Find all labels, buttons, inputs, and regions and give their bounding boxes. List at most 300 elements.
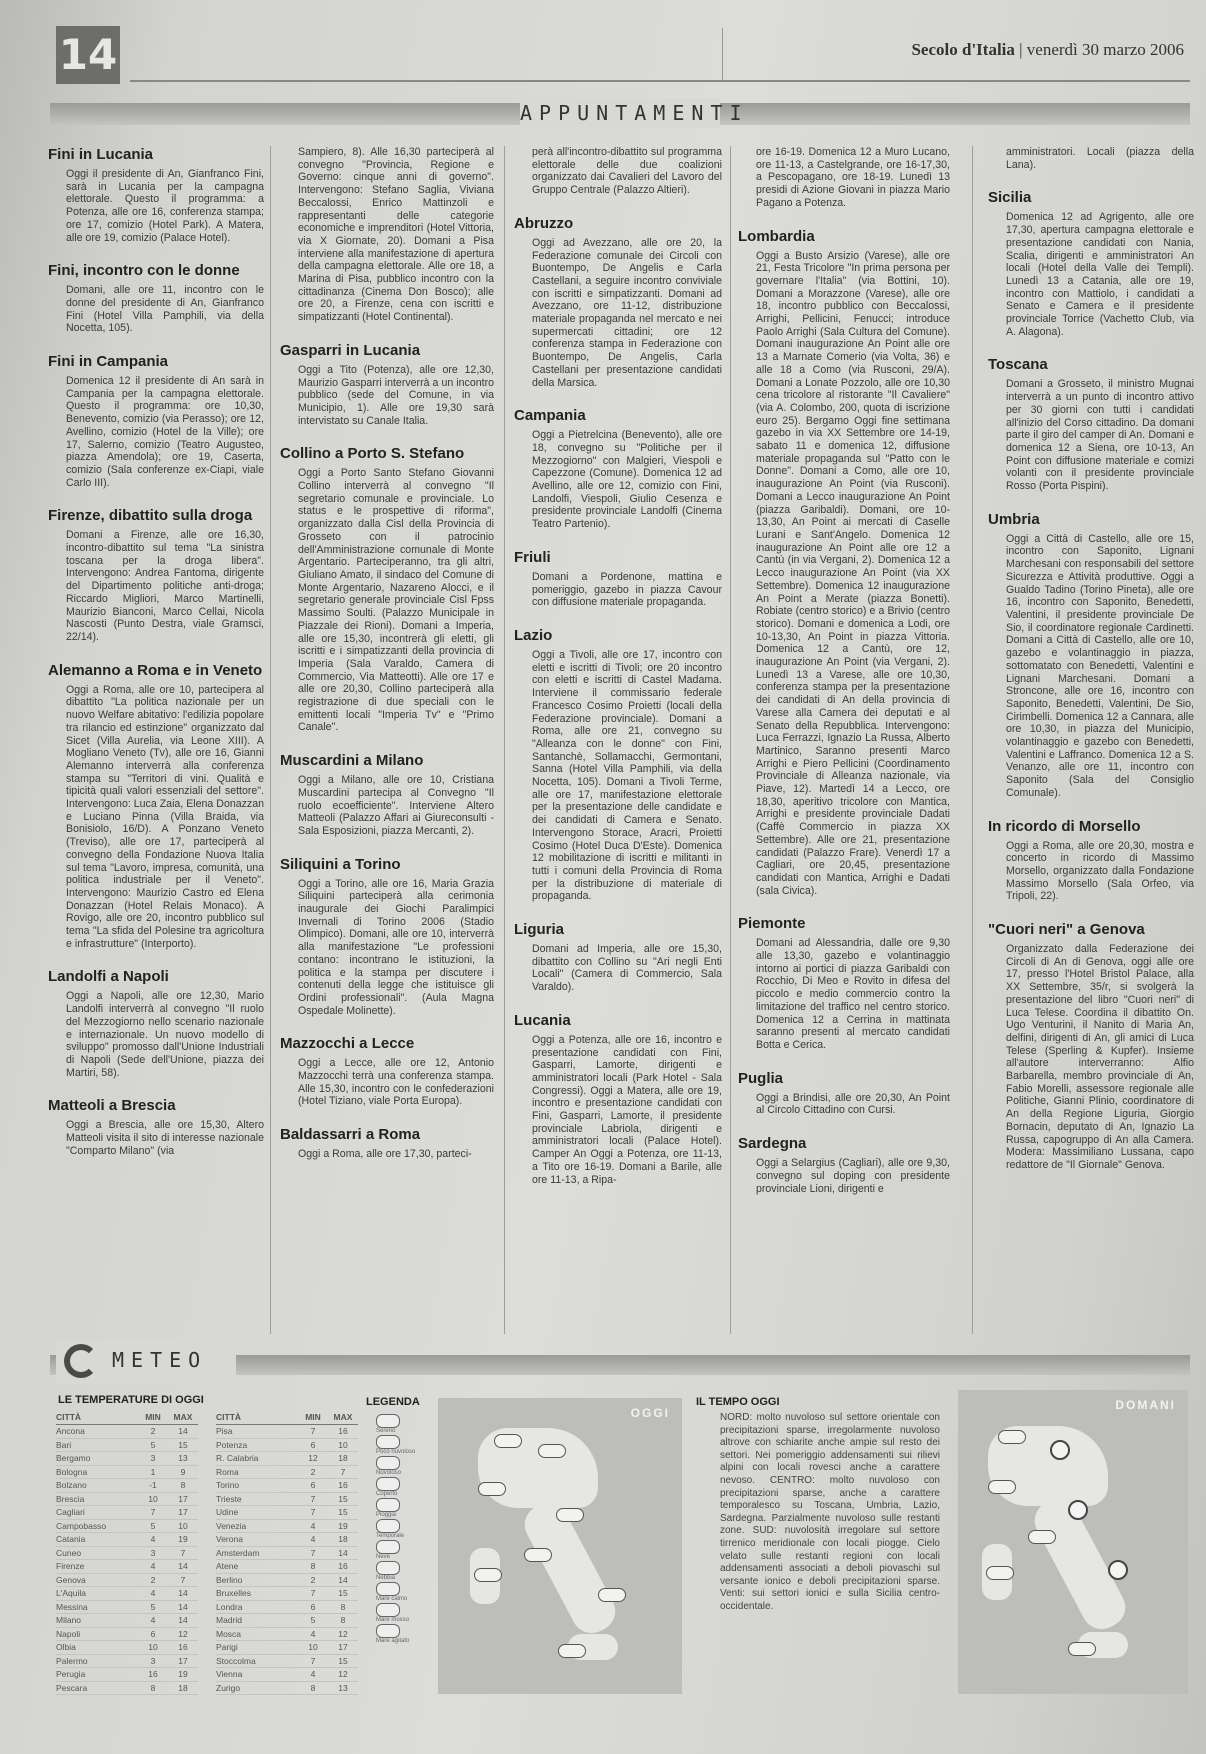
article-body: Oggi a Città di Castello, alle ore 15, incontro con Saponito, Lignani Marchesani con responsabili del settore Sicurezza e Attività produttive. Oggi a Gualdo Tadino (Torino Pineta), alle ore 16, incontro con Saponito, Benedetti, Valentini, il presidente provinciale De Sio, il coordinatore regionale Cardinetti. Domani a Città di Castello, alle ore 10, gazebo e volantinaggio in piazza, sottomatato con Benedetti, Valentini e Lignani Marchesani. Domani a Stroncone, alle ore 16, incontro con Saponito, Benedetti, Valentini, De Sio, Cirimbelli. Domenica 12 a Cannara, alle ore 10,30, in piazza del Municipio, volantinaggio e gazebo con Benedetti, Valentini e Laffranco. Domenica 12 a S. Venanzo, alle ore 11, incontro con Saponito (Sala del Consiglio Comunale). <box>1006 532 1194 799</box>
temperature-max: 15 <box>338 1493 348 1504</box>
temperature-max: 17 <box>178 1493 188 1504</box>
article-body: Oggi a Pietrelcina (Benevento), alle ore 18, convegno su "Politiche per il Mezzogiorno" con Malgieri, Viespoli e Capezzone (Comune). Domenica 12 ad Avellino, alle ore 12, comizio con Fini, Landolfi, Viespoli, Giulio Cesenza e presidente provinciale Landolfi (Cinema Teatro Partenio). <box>532 429 722 531</box>
temperature-max: 15 <box>338 1588 348 1598</box>
temperature-table-right <box>216 1412 358 1695</box>
article <box>514 1012 722 1186</box>
temperature-min: 8 <box>150 1682 156 1693</box>
article <box>48 353 264 489</box>
temperature-min: 7 <box>310 1493 316 1504</box>
article-body: Oggi a Lecce, alle ore 12, Antonio Mazzocchi terrà una conferenza stampa. Alle 15,30, incontro con le confederazioni (Hotel Tiziano, viale Porta Europa). <box>298 1057 494 1108</box>
sun-icon <box>1108 1560 1128 1580</box>
temperature-max: 19 <box>178 1669 188 1679</box>
article-headline: Abruzzo <box>514 214 574 232</box>
temperature-table <box>52 1394 353 1694</box>
temperature-city: Londra <box>216 1601 243 1612</box>
weather-symbol-icon <box>376 1540 400 1554</box>
temperature-header-row <box>216 1412 358 1425</box>
article <box>514 627 722 903</box>
temperature-row <box>216 1587 358 1601</box>
temperature-max: 12 <box>178 1628 188 1639</box>
column-5 <box>988 146 1194 1334</box>
temperature-row <box>216 1601 358 1615</box>
article <box>738 1070 950 1117</box>
article-body: Oggi a Torino, alle ore 16, Maria Grazia Siliquini parteciperà alla cerimonia inaugurale dei Giochi Paralimpici Invernali di Torino 2006 (Stadio Olimpico). Domani, alle ore 10, interverrà alla manifestazione "Le professioni contano: incontrano le istituzioni, la politica e la stampa per discutere i contenuti della legge che istituisce gli Ordini professionali". (Aula Magna Ospedale Molinette). <box>298 877 494 1017</box>
temperature-city: Brescia <box>56 1493 85 1504</box>
article-body: Domani a Pordenone, mattina e pomeriggio, gazebo in piazza Cavour con diffusione materiale propaganda. <box>532 570 722 609</box>
article <box>738 915 950 1051</box>
temperature-min: 4 <box>150 1615 156 1625</box>
article-body: Domani, alle ore 11, incontro con le donne del presidente di An, Gianfranco Fini (Hotel Villa Pamphili, via della Nocetta, 105). <box>66 284 264 335</box>
cloud-icon <box>986 1566 1014 1580</box>
meteo-logo <box>56 1340 236 1384</box>
article <box>514 407 722 531</box>
temperature-header-min: MIN <box>305 1412 321 1422</box>
temperature-row <box>216 1655 358 1669</box>
article <box>514 215 722 389</box>
article <box>988 921 1194 1172</box>
article-body: Oggi a Porto Santo Stefano Giovanni Collino interverrà al convegno "Il segretario comunale e provinciale. Lo status e le prospettive di riforma", organizzato dalla Cisl della Provincia di Grosseto con il patrocinio dell'Amministrazione comunale di Monte Argentario. Parteciperanno, tra gli altri, Giuliano Amato, il sindaco del Comune di Monte Argentario, Nazareno Alocci, e il segretario generale provinciale Cisl Fpss Massimo Soulti. (Palazzo Municipale in Piazzale dei Rioni). Domani a Imperia, alle ore 15,30, incontrerà gli eletti, gli iscritti e i simpatizzanti della provincia di Imperia (Sala Varaldo, Camera di Commercio, Via Matteotti). Alle ore 17 e alle ore 20,30, Collino parteciperà alla registrazione di due speciali con le emittenti locali "Imperia Tv" e "Primo Canale". <box>298 467 494 734</box>
article-headline: Landolfi a Napoli <box>48 968 169 986</box>
cloud-icon <box>558 1644 586 1658</box>
temperature-row <box>56 1439 198 1453</box>
temperature-city: Cagliari <box>56 1507 85 1517</box>
temperature-max: 17 <box>178 1507 188 1517</box>
article-body: Oggi a Selargius (Cagliari), alle ore 9,30, convegno sul doping con presidente provinciale Lioni, dirigenti e <box>756 1157 950 1195</box>
temperature-max: 18 <box>178 1682 188 1693</box>
article <box>280 752 494 838</box>
temperature-min: 10 <box>308 1642 318 1652</box>
article-headline: Fini in Campania <box>48 353 169 371</box>
temperature-row <box>216 1425 358 1439</box>
temperature-max: 8 <box>340 1615 346 1625</box>
weather-symbol-icon <box>376 1435 400 1449</box>
legend-label: Pioggia <box>376 1512 397 1518</box>
temperature-row <box>56 1614 198 1628</box>
temperature-row <box>216 1439 358 1453</box>
article <box>48 507 264 643</box>
temperature-city: Milano <box>56 1615 82 1625</box>
article-headline: Lombardia <box>738 227 815 245</box>
meteo-title: METEO <box>112 1348 208 1372</box>
article-headline: Firenze, dibattito sulla droga <box>48 507 253 525</box>
article-body: amministratori. Locali (piazza della Lana). <box>1006 146 1194 171</box>
article <box>738 146 950 210</box>
temperature-city: Bergamo <box>56 1453 91 1463</box>
temperature-city: Mosca <box>216 1628 242 1639</box>
temperature-max: 14 <box>338 1547 348 1558</box>
article-headline: Siliquini a Torino <box>280 855 401 873</box>
temperature-max: 10 <box>338 1439 348 1450</box>
article <box>738 1135 950 1195</box>
legend-item <box>376 1582 432 1603</box>
page-number: 14 <box>56 26 120 84</box>
weather-symbol-icon <box>376 1498 400 1512</box>
temperature-min: 4 <box>310 1669 316 1679</box>
temperature-max: 8 <box>340 1601 346 1612</box>
article <box>280 342 494 428</box>
temperature-header-max: MAX <box>333 1412 353 1422</box>
temperature-city: Palermo <box>56 1655 88 1666</box>
legend-item <box>376 1561 432 1582</box>
article <box>738 228 950 898</box>
temperature-max: 18 <box>338 1453 348 1463</box>
temperature-city: Campobasso <box>56 1520 107 1531</box>
article-headline: Gasparri in Lucania <box>280 341 421 359</box>
article <box>280 1126 494 1161</box>
temperature-row <box>56 1452 198 1466</box>
temperature-max: 9 <box>180 1466 186 1477</box>
temperature-max: 15 <box>178 1439 188 1450</box>
temperature-max: 8 <box>180 1480 186 1490</box>
temperature-min: 6 <box>310 1601 316 1612</box>
temperature-row <box>56 1655 198 1669</box>
temperature-min: 8 <box>310 1561 316 1571</box>
temperature-max: 17 <box>178 1655 188 1666</box>
article-body: Domani a Firenze, alle ore 16,30, incontro-dibattito sul tema "La sinistra toscana per la droga libera". Intervengono: Andrea Fantoma, dirigente del Dipartimento politiche anti-droga; Riccardo Migliori, Marco Martinelli, Maurizio Bianconi, Marco Cellai, Nicola Nascosti (Punto Destra, viale Gramsci, 22/14). <box>66 529 264 643</box>
temperature-row <box>216 1506 358 1520</box>
temperature-city: Bologna <box>56 1466 88 1477</box>
article-body: Oggi il presidente di An, Gianfranco Fini, sarà in Lucania per la campagna elettorale. Questo il programma: a Potenza, alle ore 16, conferenza stampa; ore 17, comizio (Hotel Park). A Matera, alle ore 19, comizio (Palace Hotel). <box>66 168 264 244</box>
column-divider <box>504 146 505 1334</box>
temperature-row <box>56 1641 198 1655</box>
column-2 <box>280 146 494 1334</box>
temperature-max: 16 <box>178 1642 188 1652</box>
temperature-row <box>56 1493 198 1507</box>
temperature-min: 5 <box>150 1520 156 1531</box>
temperature-header-city: CITTÀ <box>56 1412 82 1422</box>
temperature-min: 2 <box>150 1426 156 1436</box>
temperature-city: Atene <box>216 1561 239 1571</box>
legend-label: Sereno <box>376 1428 396 1434</box>
weather-legend <box>362 1396 432 1696</box>
temperature-row <box>56 1533 198 1547</box>
article-body: perà all'incontro-dibattito sul programma elettorale delle due coalizioni organizzato dai Cavalieri del Lavoro del Gruppo Centrale (Palazzo Altieri). <box>532 146 722 197</box>
temperature-row <box>216 1641 358 1655</box>
article <box>280 445 494 734</box>
temperature-row <box>56 1479 198 1493</box>
temperature-min: 5 <box>150 1601 156 1612</box>
temperature-header-max: MAX <box>173 1412 193 1422</box>
temperature-city: R. Calabria <box>216 1453 259 1463</box>
article-headline: In ricordo di Morsello <box>988 817 1141 835</box>
weather-map-today <box>438 1398 682 1694</box>
article-body: Oggi a Roma, alle ore 20,30, mostra e concerto in ricordo di Massimo Morsello, organizzato dalla Fondazione Massimo Morsello (Sala Orfeo, via Tripoli, 22). <box>1006 839 1194 903</box>
temperature-city: Udine <box>216 1507 239 1517</box>
article <box>988 146 1194 171</box>
temperature-max: 16 <box>338 1480 348 1490</box>
temperature-row <box>56 1574 198 1588</box>
temperature-max: 13 <box>178 1453 188 1463</box>
temperature-city: Potenza <box>216 1439 248 1450</box>
temperature-row <box>216 1682 358 1696</box>
cloud-icon <box>524 1548 552 1562</box>
temperature-min: 7 <box>310 1426 316 1436</box>
article-body: Oggi a Brescia, alle ore 15,30, Altero Matteoli visita il sito di interesse nazionale "Comparto Milano" (via <box>66 1119 264 1157</box>
temperature-row <box>216 1493 358 1507</box>
article-body: Oggi a Tito (Potenza), alle ore 12,30, Maurizio Gasparri interverrà a un incontro pubblico (sede del Comune, in via Municipio, 1). Alle ore 19,30 sarà intervistato su Canale Italia. <box>298 363 494 427</box>
temperature-min: 5 <box>150 1439 156 1450</box>
temperature-max: 17 <box>338 1642 348 1652</box>
temperature-city: Verona <box>216 1534 243 1544</box>
legend-item <box>376 1477 432 1498</box>
temperature-row <box>216 1452 358 1466</box>
temperature-city: Madrid <box>216 1615 242 1625</box>
temperature-city: Napoli <box>56 1628 81 1639</box>
article <box>280 856 494 1018</box>
temperature-max: 19 <box>178 1534 188 1544</box>
temperature-city: Trieste <box>216 1493 242 1504</box>
masthead <box>911 40 1184 60</box>
article-headline: Fini in Lucania <box>48 146 154 163</box>
temperature-max: 14 <box>338 1574 348 1585</box>
temperature-city: Pescara <box>56 1682 88 1693</box>
article-body: Domenica 12 il presidente di An sarà in Campania per la campagna elettorale. Questo il programma: ore 10,30, Benevento, comizio (via Perasso); ore 12, Avellino, comizio (Hotel de la Ville); ore 17, Salerno, comizio (Teatro Augusteo, piazza Amendola); ore 19, Caserta, comizio (Sala conferenze ex-Ciapi, viale Carlo III). <box>66 375 264 489</box>
article-body: Domani ad Alessandria, dalle ore 9,30 alle 13,30, gazebo e volantinaggio intorno ai portici di piazza Garibaldi con Rocchio, Di Meo e Rovito in difesa del piccolo e medio commercio contro la limitazione del traffico nel centro storico. Domenica 12 a Cerrina in mattinata saranno presenti al mercato candidati Botta e Cerica. <box>756 937 950 1051</box>
article-headline: Piemonte <box>738 915 806 933</box>
weather-symbol-icon <box>376 1603 400 1617</box>
article <box>280 146 494 324</box>
temperature-min: -1 <box>149 1480 157 1490</box>
temperature-min: 7 <box>310 1655 316 1666</box>
column-3 <box>514 146 722 1334</box>
weather-symbol-icon <box>376 1624 400 1638</box>
article-body: Oggi ad Avezzano, alle ore 20, la Federazione comunale dei Circoli con Buontempo, De Angelis e Carla Castellani, a seguire incontro conviviale con iscritti e simpatizzanti. Domani ad Avezzano, ore 11-12, distribuzione materiale propaganda nel mercato e nei supermercati cittadini; ore 12 conferenza stampa in Federazione con Buontempo, De Angelis, Carla Castellani per presentazione candidati della Marsica. <box>532 236 722 389</box>
temperature-max: 7 <box>180 1547 186 1558</box>
article-body: Domani a Grosseto, il ministro Mugnai interverrà a un punto di incontro attivo per 30 giorni con tutti i candidati all'inizio del Corso cittadino. Da domani parte il giro del camper di An. Domani e domenica 12 a Siena, ore 10-13, An Point con diffusione materiale e comizi volanti con il presidente provinciale Rosso (Porta Pispini). <box>1006 378 1194 493</box>
temperature-row <box>216 1547 358 1561</box>
temperature-min: 2 <box>310 1466 316 1477</box>
article-headline: Lucania <box>514 1011 571 1029</box>
cloud-icon <box>1028 1530 1056 1544</box>
legend-item <box>376 1519 432 1540</box>
temperature-row <box>56 1506 198 1520</box>
article-headline: Sicilia <box>988 189 1032 207</box>
temperature-row <box>216 1533 358 1547</box>
temperature-min: 4 <box>150 1561 156 1571</box>
temperature-table-left <box>56 1412 198 1695</box>
cloud-icon <box>538 1444 566 1458</box>
temperature-max: 10 <box>178 1520 188 1531</box>
column-4 <box>738 146 950 1334</box>
article-body: Domenica 12 ad Agrigento, alle ore 17,30, apertura campagna elettorale e presentazione candidati con Nania, Scalia, dirigenti e amministratori An locali (Hotel della Valle dei Templi). Lunedì 13 a Catania, alle ore 19, incontro con Mattiolo, i candidati a Senato e Camera e il presidente provinciale Torrice (Vachetto Club, via A. Alagona). <box>1006 211 1194 338</box>
temperature-row <box>216 1614 358 1628</box>
article-headline: Collino a Porto S. Stefano <box>280 445 465 463</box>
column-divider <box>972 146 973 1334</box>
article-body: Domani ad Imperia, alle ore 15,30, dibattito con Collino su "Ari negli Enti Locali" (Camera di Commercio, Sala Varaldo). <box>532 943 722 994</box>
temperature-city: Olbia <box>56 1642 76 1652</box>
temperature-min: 7 <box>150 1507 156 1517</box>
temperature-min: 2 <box>150 1574 156 1585</box>
legend-item <box>376 1540 432 1561</box>
temperature-max: 13 <box>338 1682 348 1693</box>
temperature-max: 19 <box>338 1520 348 1531</box>
temperature-city: Stoccolma <box>216 1655 256 1666</box>
weather-symbol-icon <box>376 1456 400 1470</box>
legend-item <box>376 1456 432 1477</box>
article-headline: Matteoli a Brescia <box>48 1097 176 1115</box>
article-body: Oggi a Brindisi, alle ore 20,30, An Point al Circolo Cittadino con Cursi. <box>756 1091 950 1117</box>
temperature-max: 16 <box>338 1426 348 1436</box>
article <box>48 262 264 335</box>
article-headline: Lazio <box>514 626 553 644</box>
temperature-max: 7 <box>340 1466 346 1477</box>
cloud-icon <box>1068 1642 1096 1656</box>
temperature-row <box>56 1587 198 1601</box>
article-body: ore 16-19. Domenica 12 a Muro Lucano, ore 11-13, a Castelgrande, ore 16-17,30, a Pescopagano, ore 18-19. Lunedì 13 presidi di Azione Giovani in piazza Mario Pagano a Potenza. <box>756 146 950 209</box>
weather-swirl-icon <box>64 1344 98 1378</box>
temperature-min: 3 <box>150 1453 156 1463</box>
temperature-row <box>216 1560 358 1574</box>
temperature-row <box>216 1479 358 1493</box>
weather-symbol-icon <box>376 1561 400 1575</box>
temperature-min: 3 <box>150 1547 156 1558</box>
temperature-header-row <box>56 1412 198 1425</box>
temperature-min: 7 <box>310 1588 316 1598</box>
cloud-icon <box>988 1480 1016 1494</box>
legend-items <box>362 1414 432 1645</box>
cloud-icon <box>474 1568 502 1582</box>
article <box>514 549 722 609</box>
temperature-row <box>56 1547 198 1561</box>
temperature-max: 12 <box>338 1628 348 1639</box>
cloud-icon <box>478 1482 506 1496</box>
temperature-city: Firenze <box>56 1561 85 1571</box>
weather-symbol-icon <box>376 1582 400 1596</box>
temperature-min: 12 <box>308 1453 318 1463</box>
temperature-city: Amsterdam <box>216 1547 260 1558</box>
temperature-row <box>216 1668 358 1682</box>
article <box>514 146 722 197</box>
cloud-icon <box>598 1588 626 1602</box>
article-body: Oggi a Milano, alle ore 10, Cristiana Muscardini partecipa al Convegno "Il ruolo ecoefficiente". Interviene Altero Matteoli (Palazzo Affari ai Giureconsulti - Sala Esposizioni, piazza Mercanti, 2). <box>298 774 494 837</box>
temperature-city: Zurigo <box>216 1682 241 1693</box>
temperature-min: 16 <box>148 1669 158 1679</box>
article-headline: Puglia <box>738 1069 784 1087</box>
forecast-text <box>696 1396 940 1696</box>
column-1 <box>48 146 264 1334</box>
temperature-max: 12 <box>338 1669 348 1679</box>
legend-label: Temporale <box>376 1533 405 1539</box>
temperature-max: 15 <box>338 1507 348 1517</box>
temperature-max: 14 <box>178 1561 188 1571</box>
map-tomorrow-label: DOMANI <box>1115 1398 1176 1412</box>
article-body: Oggi a Busto Arsizio (Varese), alle ore 21, Festa Tricolore "In prima persona per governare l'Italia" (via Bottini, 10). Domani a Morazzone (Varese), alle ore 18, incontro pubblico con Beccalossi, Arrighi, Pellicini, Fenucci; introduce Paolo Arrighi (Sala Cultura del Comune). Domani inaugurazione An Point alle ore 13 a Marnate Comerio (via Volta, 36) e alle 18 a Como (via Rusconi, 29/A). Domani a Lonate Pozzolo, alle ore 10,30 cena tricolore al ristorante "Il Cavaliere" (via A. Colombo, 200, quota di iscrizione euro 25). Bergamo Oggi fine settimana gazebo in via XX Settembre ore 14-19, sabato 11 e domenica 12, diffusione materiale propaganda sul "Patto con le Donne". Domani a Como, alle ore 10, inaugurazione An Point (via Rusconi). Domani a Lecco inaugurazione An Point (piazza Garibaldi). Domani, ore 10-13,30, An Point ai mercati di Caselle Lurani e Sant'Angelo. Domenica 12 inaugurazione An Point alle ore 12 a Cantù (in via Vergani, 2). Domenica 12 a Lecco inaugurazione An Point (via XX Settembre). Domenica 12 inaugurazione An Point a Merate (piazza Bonetti). Robiate (centro storico) e a Brivio (centro storico). Domani e domenica a Lodi, ore 10-13,30, An Point in piazza Vittoria. Domenica 12 a Cantù, ore 12, inaugurazione An Point (via Vergani, 2). Lunedì 13 a Varese, alle ore 10,30, conferenza stampa per la presentazione dei candidati di An della provincia di Varese alla Camera dei deputati e al Senato della Repubblica. Intervengono: Luca Ferrazzi, Ignazio La Russa, Alberto Martinico, Saranno presenti Marco Arrighi e Piero Pellicini (Coordinamento Provinciale di Alleanza nazionale, via Piave, 12). Martedì 14 a Lecco, ore 18,30, aperitivo tricolore con Mantica, Arrighi e presidente provinciale Dadati (Caffè Commercio in piazza XX Settembre). Alle ore 21, presentazione candidati (Palazzo Frare). Venerdì 17 a Cagliari, ore 20,45, presentazione candidati con Mantica, Arrighi e Dadati (sala Civica). <box>756 249 950 897</box>
legend-label: Neve <box>376 1554 391 1560</box>
column-divider <box>270 146 271 1334</box>
article-body: Oggi a Roma, alle ore 10, partecipera al dibattito "La politica nazionale per un nuovo Welfare abitativo: l'edilizia popolare tra rilancio ed estinzione" organizzato dal Sicet (Villa Aurelia, via Leone XIII). A Mogliano Veneto (Tv), alle ore 16, Gianni Alemanno interverrà alla conferenza stampa su "Territori di vini. Qualità e tipicità quali valori essenziali del settore". Intervengono: Luca Zaia, Elena Donazzan e Luciano Pinna (Villa Braida, via Bonisiolo, 16/D). A Ponzano Veneto (Treviso), alle ore 17, parteciperà al convegno della Fondazione Nuova Italia sul tema "Lavoro, impresa, comunità, una politica industriale per il Veneto". Intervengono: Maurizio Castro ed Elena Donazzan (Hotel Relais Monaco). A Rovigo, alle ore 20, incontro pubblico sul tema "La sfida del Polesine tra agricoltura e infrastrutture" (Interporto). <box>66 683 264 950</box>
temperature-min: 4 <box>310 1628 316 1639</box>
temperature-city: Catania <box>56 1534 86 1544</box>
article-headline: Friuli <box>514 548 551 566</box>
temperature-row <box>56 1628 198 1642</box>
temperature-max: 14 <box>178 1426 188 1436</box>
temperature-city: Genova <box>56 1574 86 1585</box>
temperature-city: Cuneo <box>56 1547 82 1558</box>
sun-icon <box>1068 1500 1088 1520</box>
article <box>280 1035 494 1108</box>
temperature-city: Bruxelles <box>216 1588 251 1598</box>
temperature-header-min: MIN <box>145 1412 161 1422</box>
temperature-min: 10 <box>148 1493 158 1504</box>
article-headline: Liguria <box>514 921 565 939</box>
article-headline: Toscana <box>988 356 1048 374</box>
section-title: APPUNTAMENTI <box>520 98 720 128</box>
legend-label: Poco nuvoloso <box>376 1449 416 1455</box>
article <box>988 189 1194 338</box>
article-headline: Alemanno a Roma e in Veneto <box>48 661 263 679</box>
column-divider <box>730 146 731 1334</box>
temperature-row <box>216 1628 358 1642</box>
temperature-city: L'Aquila <box>56 1588 86 1598</box>
temperature-row <box>56 1601 198 1615</box>
temperature-min: 5 <box>310 1615 316 1625</box>
temperature-min: 4 <box>310 1520 316 1531</box>
weather-symbol-icon <box>376 1414 400 1428</box>
temperature-row <box>216 1520 358 1534</box>
temperature-city: Bari <box>56 1439 72 1450</box>
temperature-row <box>56 1520 198 1534</box>
newspaper-name: Secolo d'Italia <box>911 40 1015 59</box>
forecast-body: NORD: molto nuvoloso sul settore orientale con precipitazioni sparse, irregolarmente nuvoloso altrove con schiarite anche ampie sul resto dei settori. Nei pomeriggio addensamenti sui rilievi alpini con locali rovesci anche a carattere nevoso. CENTRO: molto nuvoloso con precipitazioni sparse, anche a carattere temporalesco su Toscana, Umbria, Lazio, Sardegna. Parzialmente nuvoloso sulle restanti zone. SUD: nuvolosità irregolare sul settore tirrenico meridionale con locali piogge. Cielo velato sulle restanti regioni con locali addensamenti associati a deboli piovaschi sul versante ionico e deboli precipitazioni sparse. Venti: sui settori ionici e sulla Sicilia centro-occidentale. <box>720 1412 940 1612</box>
article <box>48 146 264 244</box>
header-divider <box>722 28 723 80</box>
temperature-min: 4 <box>310 1534 316 1544</box>
temperature-min: 10 <box>148 1642 158 1652</box>
temperature-max: 7 <box>180 1574 186 1585</box>
temperature-row <box>56 1425 198 1439</box>
legend-label: Mare mosso <box>376 1617 410 1623</box>
legend-label: Coperto <box>376 1491 398 1497</box>
temperature-city: Ancona <box>56 1426 85 1436</box>
weather-map-tomorrow <box>958 1390 1188 1694</box>
article <box>988 818 1194 904</box>
temperature-city: Parigi <box>216 1642 238 1652</box>
page-header <box>50 18 1190 86</box>
temperature-min: 3 <box>150 1655 156 1666</box>
legend-item <box>376 1624 432 1645</box>
header-rule <box>130 80 1190 82</box>
temperature-city: Torino <box>216 1480 240 1490</box>
temperature-max: 14 <box>178 1601 188 1612</box>
temperature-min: 8 <box>310 1682 316 1693</box>
article-headline: Muscardini a Milano <box>280 752 424 770</box>
temperature-city: Vienna <box>216 1669 243 1679</box>
cloud-icon <box>556 1508 584 1522</box>
temperature-max: 14 <box>178 1615 188 1625</box>
article <box>48 662 264 951</box>
article-body: Oggi a Roma, alle ore 17,30, parteci- <box>298 1148 472 1161</box>
map-today-label: OGGI <box>630 1406 670 1420</box>
temperature-city: Messina <box>56 1601 88 1612</box>
article-headline: Mazzocchi a Lecce <box>280 1035 415 1053</box>
temperature-min: 2 <box>310 1574 316 1585</box>
weather-symbol-icon <box>376 1477 400 1491</box>
article-headline: Sardegna <box>738 1135 807 1153</box>
article-body: Oggi a Potenza, alle ore 16, incontro e presentazione candidati con Fini, Gasparri, Lamorte, dirigenti e amministratori locali (Park Hotel - Sala Congressi). Oggi a Matera, alle ore 19, incontro e presentazione candidati con Fini, Gasparri, Lamorte, il presidente provinciale Labriola, dirigenti e amministratori locali (Palace Hotel). Camper An Oggi a Potenza, ore 11-13, a Tito ore 16-19. Domani a Barile, alle ore 11-13, a Ripa- <box>532 1033 722 1186</box>
temperature-city: Bolzano <box>56 1480 87 1490</box>
legend-item <box>376 1498 432 1519</box>
temperature-row <box>56 1466 198 1480</box>
legend-label: Nebbia <box>376 1575 396 1581</box>
temperature-min: 4 <box>150 1588 156 1598</box>
article-headline: Baldassarri a Roma <box>280 1126 421 1144</box>
temperature-city: Perugia <box>56 1669 86 1679</box>
temperature-row <box>56 1682 198 1696</box>
masthead-separator: | <box>1019 40 1027 59</box>
article <box>48 968 264 1079</box>
article-headline: "Cuori neri" a Genova <box>988 921 1145 939</box>
temperatures-title: LE TEMPERATURE DI OGGI <box>58 1394 204 1406</box>
